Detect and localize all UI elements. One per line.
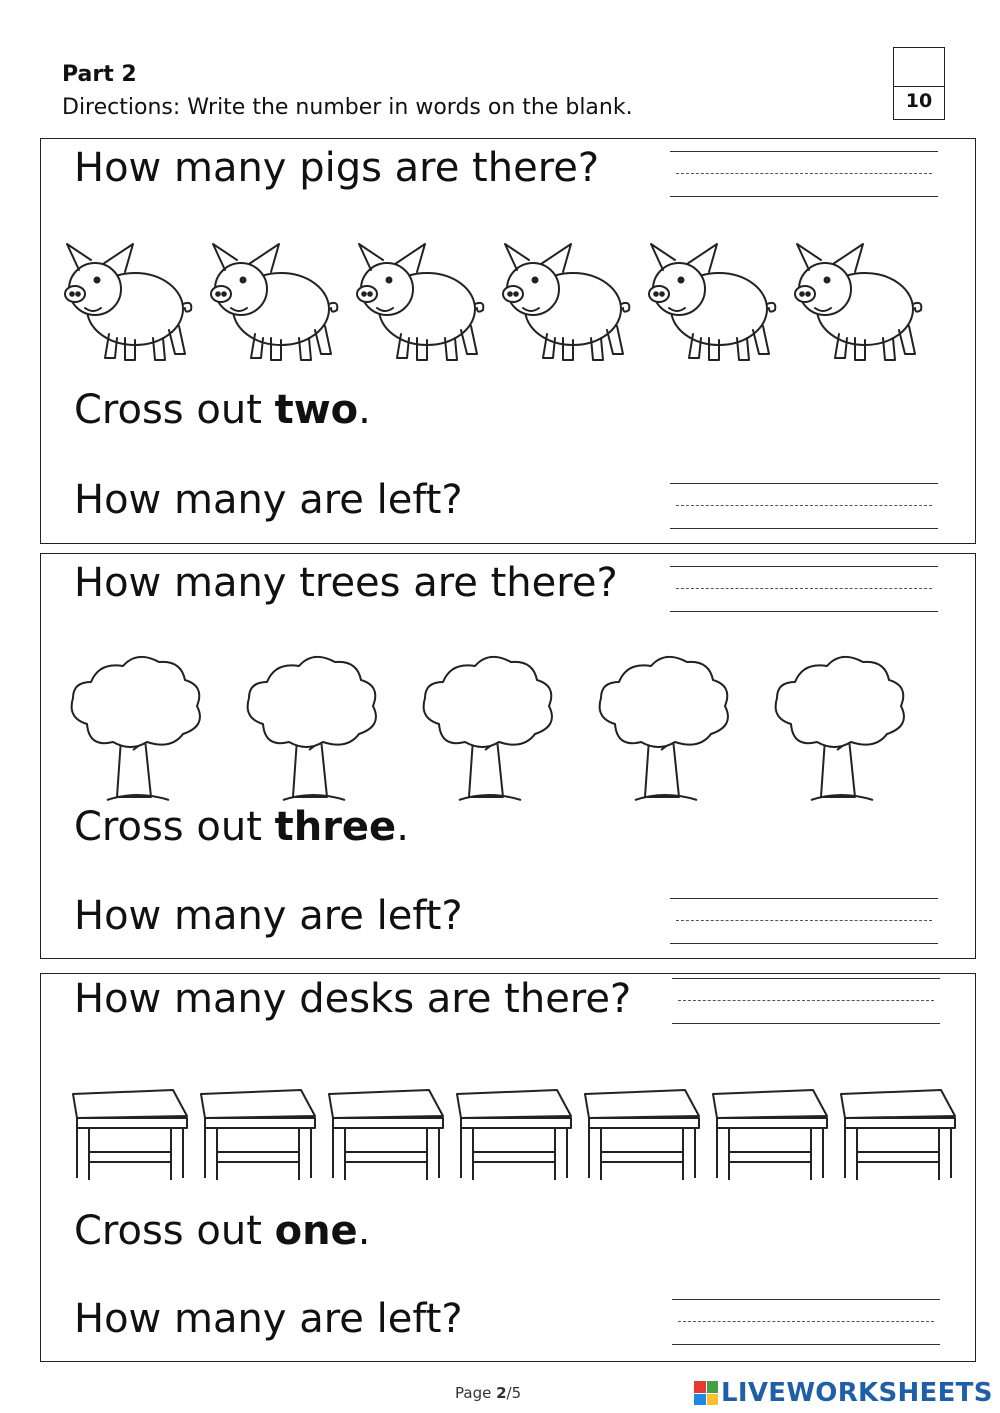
- desk-icon: [67, 1082, 191, 1188]
- pig-row: [41, 234, 977, 384]
- cross-out-number: one: [274, 1208, 358, 1254]
- part-title: Part 2: [62, 62, 137, 87]
- tree-icon: [751, 654, 927, 810]
- question-total: How many pigs are there?: [74, 145, 600, 191]
- pig-icon: [203, 234, 349, 374]
- cross-out-number: two: [274, 387, 359, 433]
- cross-out-number: three: [274, 804, 397, 850]
- desk-icon: [579, 1082, 703, 1188]
- tree-icon: [575, 654, 751, 810]
- cross-out-instruction: Cross out three.: [74, 804, 409, 850]
- pig-icon: [495, 234, 641, 374]
- section-desks: [40, 973, 976, 1362]
- tree-row: [41, 654, 977, 814]
- desk-row: [41, 1082, 977, 1192]
- section-trees: [40, 553, 976, 959]
- question-left: How many are left?: [74, 477, 463, 523]
- answer-blank-left[interactable]: [670, 898, 938, 944]
- desk-icon: [323, 1082, 447, 1188]
- desk-icon: [707, 1082, 831, 1188]
- question-left: How many are left?: [74, 1296, 463, 1342]
- cross-out-instruction: Cross out two.: [74, 387, 371, 433]
- answer-blank-total[interactable]: [670, 566, 938, 612]
- page-number: Page 2/5: [455, 1384, 522, 1402]
- tree-icon: [47, 654, 223, 810]
- answer-blank-left[interactable]: [672, 1299, 940, 1345]
- brand-logo: [694, 1376, 993, 1410]
- section-pigs: [40, 138, 976, 544]
- score-divider: [894, 86, 944, 87]
- score-box: [893, 47, 945, 120]
- pig-icon: [57, 234, 203, 374]
- cross-out-instruction: Cross out one.: [74, 1208, 371, 1254]
- directions-text: Directions: Write the number in words on the blank.: [62, 95, 633, 120]
- answer-blank-total[interactable]: [672, 978, 940, 1024]
- tree-icon: [223, 654, 399, 810]
- question-total: How many desks are there?: [74, 976, 632, 1022]
- brand-grid-icon: [694, 1381, 718, 1405]
- brand-name: LIVEWORKSHEETS: [721, 1378, 993, 1408]
- question-left: How many are left?: [74, 893, 463, 939]
- pig-icon: [787, 234, 933, 374]
- desk-icon: [195, 1082, 319, 1188]
- answer-blank-total[interactable]: [670, 151, 938, 197]
- score-total: 10: [905, 90, 933, 112]
- desk-icon: [451, 1082, 575, 1188]
- question-total: How many trees are there?: [74, 560, 618, 606]
- answer-blank-left[interactable]: [670, 483, 938, 529]
- pig-icon: [641, 234, 787, 374]
- tree-icon: [399, 654, 575, 810]
- pig-icon: [349, 234, 495, 374]
- desk-icon: [835, 1082, 959, 1188]
